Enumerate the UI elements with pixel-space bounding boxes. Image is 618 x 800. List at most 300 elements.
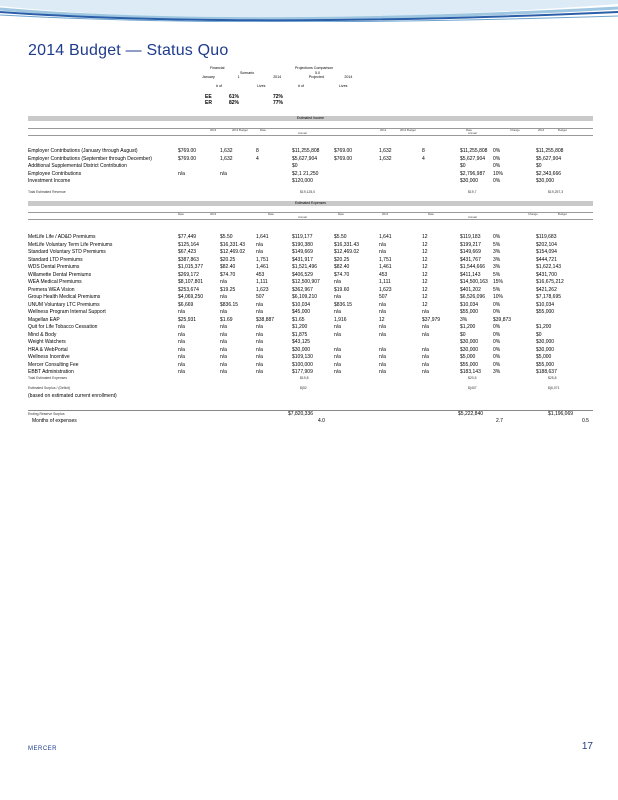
cell-value: n/a — [422, 331, 429, 338]
cell-value: 3% — [460, 316, 468, 323]
cell-value: n/a — [178, 324, 185, 330]
row-label: Mind & Body — [28, 331, 57, 338]
reserve-value: $7,820,336 — [288, 411, 314, 417]
cell-value: $177,909 — [292, 369, 313, 375]
cell-value: n/a — [334, 346, 341, 353]
table-row — [28, 272, 593, 280]
cell-value: 10% — [493, 294, 504, 300]
net-value: $(407 — [468, 386, 477, 390]
cell-value: $411,143 — [460, 271, 481, 278]
cell-value: $55,000 — [536, 361, 555, 368]
total-value: $19,8 — [300, 376, 309, 380]
cell-value: n/a — [178, 346, 185, 353]
cell-value: $25,931 — [178, 316, 197, 323]
net-value: $(52 — [300, 386, 307, 390]
cell-value: $30,000 — [460, 339, 479, 345]
row-label: Standard Voluntary STD Premiums — [28, 249, 106, 255]
summary-head: Projections Comparison — [295, 66, 334, 70]
cell-value: $0 — [292, 163, 298, 169]
summary-head: Projected — [308, 75, 324, 80]
months-value: 4.0 — [318, 418, 325, 424]
cell-value: 1,641 — [379, 234, 392, 240]
row-label: Additional Supplemental District Contribution — [28, 163, 127, 169]
row-label: Standard LTD Premiums — [28, 256, 83, 263]
cell-value: $39,873 — [493, 316, 512, 323]
summary-header-row4 — [180, 84, 380, 89]
row-label: Wellness Incentive — [28, 354, 70, 360]
cell-value: 1,623 — [256, 286, 269, 293]
cell-value: n/a — [422, 309, 429, 315]
cell-value: $19.60 — [334, 286, 350, 293]
cell-value: 12 — [422, 271, 428, 278]
col-head: Rate — [338, 212, 344, 216]
cell-value: 0% — [493, 301, 501, 308]
col-head: Rate — [466, 128, 472, 132]
table-row — [28, 234, 593, 242]
cell-value: $2,343,666 — [536, 170, 562, 177]
cell-value: n/a — [379, 331, 386, 338]
table-row — [28, 171, 593, 179]
cell-value: 1,751 — [379, 256, 392, 263]
months-value: 2.7 — [496, 418, 503, 424]
cell-value: $7,178,695 — [536, 294, 562, 300]
reserve-block — [28, 410, 593, 430]
col-head: Annual — [298, 131, 307, 135]
cell-value: $5,627,904 — [536, 155, 562, 162]
cell-value: 12 — [379, 316, 385, 323]
summary-value: 77% — [273, 100, 284, 106]
cell-value: $6,526,096 — [460, 294, 486, 300]
cell-value: $82.40 — [334, 264, 350, 270]
col-head: 2014 Budget — [400, 128, 416, 132]
total-value: $25,8 — [548, 376, 557, 380]
cell-value: 0% — [493, 339, 501, 345]
summary-label: EE — [205, 94, 212, 100]
table-row — [28, 339, 593, 347]
cell-value: n/a — [220, 324, 227, 330]
cell-value: 12 — [422, 264, 428, 270]
summary-row-er — [205, 100, 284, 106]
table-row — [28, 242, 593, 250]
cell-value: $199,217 — [460, 241, 481, 248]
cell-value: $5,000 — [536, 354, 552, 360]
cell-value: 3% — [493, 264, 501, 270]
cell-value: $30,000 — [460, 346, 479, 353]
cell-value: 3% — [493, 249, 501, 255]
cell-value: n/a — [220, 294, 227, 300]
cell-value: 1,623 — [379, 286, 392, 293]
cell-value: 12 — [422, 234, 428, 240]
cell-value: $1,015,377 — [178, 264, 204, 270]
cell-value: $30,000 — [460, 178, 479, 184]
reserve-value: $1,196,069 — [548, 411, 574, 417]
table-row — [28, 178, 593, 186]
cell-value: 12 — [422, 279, 428, 285]
cell-value: $1,544,666 — [460, 264, 486, 270]
col-head: Annual — [468, 215, 477, 219]
cell-value: $82.40 — [220, 264, 236, 270]
cell-value: $202,104 — [536, 241, 557, 248]
cell-value: 15% — [493, 279, 504, 285]
cell-value: n/a — [178, 170, 185, 177]
cell-value: n/a — [178, 331, 185, 338]
cell-value: n/a — [422, 346, 429, 353]
col-head: 2013 — [210, 128, 217, 132]
cell-value: 0% — [493, 309, 501, 315]
cell-value: $11,255,808 — [460, 148, 488, 154]
expense-section-label: Estimated Expenses — [295, 201, 326, 205]
cell-value: 12 — [422, 301, 428, 308]
col-head: Annual — [468, 131, 477, 135]
cell-value: $154,094 — [536, 249, 557, 255]
cell-value: $1,622,143 — [536, 264, 562, 270]
col-head: 2013 — [210, 212, 217, 216]
cell-value: 1,751 — [256, 256, 269, 263]
reserve-label: Ending Reserve Surplus — [28, 412, 65, 416]
cell-value: $5.50 — [220, 234, 233, 240]
cell-value: n/a — [220, 279, 227, 285]
table-row — [28, 294, 593, 302]
table-row — [28, 156, 593, 164]
cell-value: n/a — [379, 309, 386, 315]
col-head: 2013 Budget — [232, 128, 248, 132]
cell-value: $74.70 — [334, 271, 350, 278]
cell-value: n/a — [220, 346, 227, 353]
cell-value: n/a — [256, 369, 263, 375]
summary-head: Lives — [257, 83, 266, 88]
cell-value: $769.00 — [178, 148, 197, 154]
cell-value: $12,469.02 — [220, 249, 246, 255]
cell-value: $190,380 — [292, 241, 313, 248]
row-label: Investment Income — [28, 178, 71, 184]
cell-value: n/a — [256, 324, 263, 330]
total-value: $19,257,3 — [548, 190, 564, 194]
summary-head: January — [202, 75, 215, 80]
cell-value: $253,674 — [178, 286, 199, 293]
cell-value: n/a — [379, 241, 386, 248]
cell-value: $77,449 — [178, 234, 197, 240]
cell-value: n/a — [178, 369, 185, 375]
cell-value: n/a — [334, 324, 341, 330]
col-head: Change — [528, 212, 538, 216]
cell-value: 1,632 — [379, 155, 392, 162]
cell-value: n/a — [334, 331, 341, 338]
cell-value: 0% — [493, 354, 501, 360]
cell-value: $149,669 — [292, 249, 313, 255]
cell-value: $14,500,163 — [460, 279, 488, 285]
months-label: Months of expenses — [32, 418, 77, 424]
cell-value: n/a — [334, 354, 341, 360]
cell-value: $30,000 — [536, 339, 555, 345]
cell-value: 5% — [493, 271, 501, 278]
summary-head: 2014 — [273, 75, 282, 80]
cell-value: n/a — [220, 369, 227, 375]
summary-head: Financial — [210, 66, 225, 70]
cell-value: n/a — [256, 346, 263, 353]
table-row — [28, 317, 593, 325]
cell-value: $119,683 — [536, 234, 557, 240]
cell-value: 1,461 — [379, 264, 392, 270]
revenue-table — [28, 148, 593, 186]
cell-value: 1,632 — [220, 148, 233, 154]
cell-value: $120,000 — [292, 178, 313, 184]
summary-head: 2014 — [344, 75, 353, 80]
table-row — [28, 309, 593, 317]
cell-value: n/a — [256, 301, 263, 308]
cell-value: $109,130 — [292, 354, 313, 360]
expense-column-headers — [28, 212, 593, 224]
cell-value: $0 — [460, 163, 466, 169]
cell-value: $100,000 — [292, 361, 313, 368]
cell-value: n/a — [220, 170, 227, 177]
cell-value: 5% — [493, 286, 501, 293]
total-value: $20,5 — [468, 376, 477, 380]
cell-value: $119,183 — [460, 234, 481, 240]
cell-value: $10,034 — [292, 301, 311, 308]
cell-value: $16,331.43 — [220, 241, 246, 248]
cell-value: $16,331.43 — [334, 241, 360, 248]
cell-value: n/a — [379, 354, 386, 360]
row-label: WDS Dental Premiums — [28, 264, 80, 270]
cell-value: n/a — [256, 339, 263, 345]
row-label: Magellan EAP — [28, 316, 60, 323]
cell-value: $431,917 — [292, 256, 313, 263]
row-label: Employee Contributions — [28, 170, 82, 177]
cell-value: $6,109,210 — [292, 294, 318, 300]
table-row — [28, 324, 593, 332]
summary-head: 5.0 — [315, 70, 320, 75]
table-row — [28, 264, 593, 272]
cell-value: $0 — [460, 331, 466, 338]
cell-value: $11,255,808 — [536, 148, 564, 154]
cell-value: $836.15 — [334, 301, 353, 308]
cell-value: n/a — [379, 361, 386, 368]
cell-value: $4,069,250 — [178, 294, 204, 300]
cell-value: n/a — [220, 331, 227, 338]
table-row — [28, 257, 593, 265]
cell-value: $1,200 — [292, 324, 308, 330]
cell-value: $5.50 — [334, 234, 347, 240]
row-label: Employer Contributions (January through August) — [28, 148, 138, 154]
cell-value: 12 — [422, 256, 428, 263]
cell-value: $5,000 — [460, 354, 476, 360]
cell-value: 0% — [493, 155, 501, 162]
cell-value: n/a — [379, 369, 386, 375]
revenue-section-bar — [28, 116, 593, 121]
cell-value: n/a — [220, 354, 227, 360]
net-label: Estimated Surplus / (Deficit) — [28, 386, 71, 390]
cell-value: n/a — [334, 279, 341, 285]
cell-value: $125,164 — [178, 241, 199, 248]
total-label: Total Estimated Revenue — [28, 190, 66, 194]
col-head: 2014 — [380, 128, 387, 132]
summary-value: 61% — [229, 94, 240, 100]
cell-value: $188,637 — [536, 369, 557, 375]
cell-value: $12,469.02 — [334, 249, 360, 255]
enrollment-note: (based on estimated current enrollment) — [28, 393, 117, 399]
cell-value: n/a — [178, 354, 185, 360]
total-value: $19,125,0 — [300, 190, 316, 194]
cell-value: $43,125 — [292, 339, 311, 345]
cell-value: $1,200 — [536, 324, 552, 330]
cell-value: 10% — [493, 170, 504, 177]
cell-value: n/a — [334, 361, 341, 368]
cell-value: $16,675,212 — [536, 279, 564, 285]
cell-value: 4 — [256, 155, 259, 162]
row-label: Employer Contributions (September through December) — [28, 155, 152, 162]
table-row — [28, 148, 593, 156]
row-label: Willamette Dental Premiums — [28, 271, 92, 278]
table-row — [28, 369, 593, 377]
table-row — [28, 354, 593, 362]
cell-value: $0 — [536, 331, 542, 338]
total-value: $19,7 — [468, 190, 477, 194]
cell-value: 1,916 — [334, 316, 347, 323]
row-label: MetLife Life / AD&D Premiums — [28, 234, 96, 240]
cell-value: $38,887 — [256, 316, 275, 323]
summary-value: 72% — [273, 94, 284, 100]
table-row — [28, 249, 593, 257]
page-number: 17 — [581, 741, 593, 752]
cell-value: n/a — [422, 324, 429, 330]
cell-value: $5,627,904 — [292, 155, 318, 162]
cell-value: $10,034 — [460, 301, 479, 308]
cell-value: 507 — [256, 294, 265, 300]
cell-value: $269,172 — [178, 271, 199, 278]
col-head: 2014 — [538, 128, 545, 132]
row-label: EBBT Administration — [28, 369, 74, 375]
col-head: Rate — [260, 128, 266, 132]
page-title: 2014 Budget — Status Quo — [28, 42, 229, 59]
cell-value: $0 — [536, 163, 542, 169]
cell-value: n/a — [178, 309, 185, 315]
cell-value: 12 — [422, 241, 428, 248]
cell-value: n/a — [178, 361, 185, 368]
cell-value: 0% — [493, 324, 501, 330]
cell-value: $1,521,496 — [292, 264, 318, 270]
cell-value: 1,641 — [256, 234, 269, 240]
table-row — [28, 287, 593, 295]
cell-value: $55,000 — [460, 361, 479, 368]
net-value: $(6,071 — [548, 386, 560, 390]
summary-header-row3 — [180, 75, 380, 80]
summary-head: Lives — [339, 83, 348, 88]
cell-value: 0% — [493, 148, 501, 154]
col-head: 2014 — [382, 212, 389, 216]
total-label: Total Estimated Expenses — [28, 376, 68, 380]
cell-value: n/a — [379, 324, 386, 330]
table-row — [28, 163, 593, 171]
cell-value: 453 — [379, 271, 388, 278]
cell-value: 1,111 — [256, 279, 268, 285]
col-head: Budget — [558, 212, 567, 216]
header-decoration-band — [0, 0, 618, 22]
cell-value: $20.25 — [220, 256, 236, 263]
cell-value: 8 — [422, 148, 425, 154]
revenue-column-headers — [28, 128, 593, 140]
cell-value: 0% — [493, 331, 501, 338]
cell-value: n/a — [422, 361, 429, 368]
row-label: Mercer Consulting Fee — [28, 361, 79, 368]
reserve-value: $5,222,840 — [458, 411, 484, 417]
cell-value: 0% — [493, 163, 501, 169]
cell-value: $1,875 — [292, 331, 308, 338]
col-head: Budget — [558, 128, 567, 132]
cell-value: $444,721 — [536, 256, 557, 263]
table-row — [28, 279, 593, 287]
row-label: WEA Medical Premiums — [28, 279, 82, 285]
cell-value: $119,177 — [292, 234, 313, 240]
summary-block — [180, 66, 380, 88]
cell-value: $1.69 — [220, 316, 233, 323]
cell-value: $149,669 — [460, 249, 481, 255]
expense-section-bar — [28, 201, 593, 206]
cell-value: n/a — [379, 249, 386, 255]
cell-value: $401,202 — [460, 286, 481, 293]
cell-value: $30,000 — [536, 178, 555, 184]
cell-value: 4 — [422, 155, 425, 162]
cell-value: 0% — [493, 178, 501, 184]
cell-value: 3% — [493, 256, 501, 263]
cell-value: n/a — [334, 309, 341, 315]
cell-value: n/a — [220, 361, 227, 368]
cell-value: $30,000 — [292, 346, 311, 353]
cell-value: n/a — [178, 339, 185, 345]
expense-table — [28, 234, 593, 377]
cell-value: n/a — [256, 249, 263, 255]
row-label: MetLife Voluntary Term Life Premiums — [28, 241, 113, 248]
table-row — [28, 332, 593, 340]
cell-value: $74.70 — [220, 271, 236, 278]
months-value: 0.5 — [582, 418, 589, 424]
cell-value: $769.00 — [334, 148, 353, 154]
cell-value: $362,967 — [292, 286, 313, 293]
cell-value: $769.00 — [334, 155, 353, 162]
cell-value: 3% — [493, 369, 501, 375]
cell-value: n/a — [256, 354, 263, 360]
row-label: Wellness Program Internal Support — [28, 309, 106, 315]
cell-value: n/a — [256, 241, 263, 248]
row-label: Group Health Medical Premiums — [28, 294, 101, 300]
cell-value: $55,000 — [460, 309, 479, 315]
cell-value: $5,627,904 — [460, 155, 486, 162]
cell-value: $12,500,907 — [292, 279, 320, 285]
row-label: Premera WEA Vision — [28, 286, 75, 293]
summary-value: 82% — [229, 100, 240, 106]
cell-value: $421,262 — [536, 286, 557, 293]
col-head: Change — [510, 128, 520, 132]
cell-value: n/a — [334, 369, 341, 375]
summary-head: # of — [216, 83, 222, 88]
cell-value: $37,979 — [422, 316, 441, 323]
cell-value: n/a — [256, 331, 263, 338]
cell-value: $19.25 — [220, 286, 236, 293]
cell-value: $8,107,801 — [178, 279, 204, 285]
cell-value: $387,863 — [178, 256, 199, 263]
cell-value: 5% — [493, 241, 501, 248]
summary-head: 1 — [237, 75, 240, 80]
cell-value: $11,255,808 — [292, 148, 320, 154]
cell-value: n/a — [220, 339, 227, 345]
cell-value: 453 — [256, 271, 265, 278]
cell-value: 12 — [422, 294, 428, 300]
cell-value: 12 — [422, 286, 428, 293]
cell-value: 0% — [493, 361, 501, 368]
col-head: Annual — [298, 215, 307, 219]
summary-head: # of — [298, 83, 304, 88]
col-head: Rate — [428, 212, 434, 216]
cell-value: 8 — [256, 148, 259, 154]
